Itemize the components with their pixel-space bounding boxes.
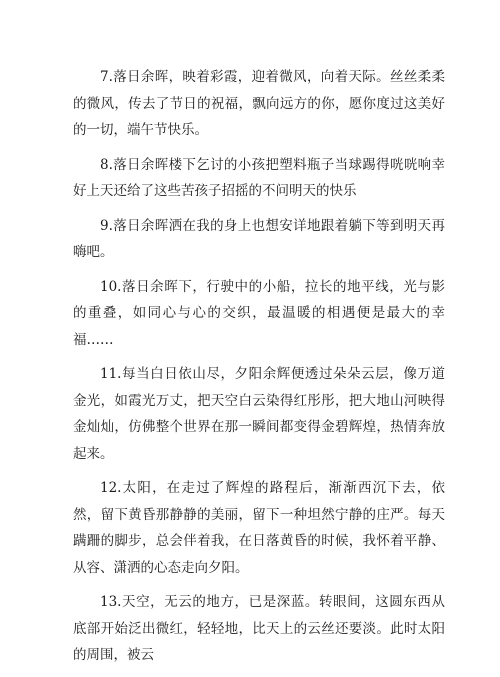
paragraph-13: 13.天空，无云的地方，已是深蓝。转眼间，这圆东西从底部开始泛出微红，轻轻地，比天上的云丝还要淡。此时太阳的周围，被云	[73, 594, 445, 663]
paragraph-11: 11.每当白日依山尽，夕阳余辉便透过朵朵云层，像万道金光，如霞光万丈，把天空白云染得红彤彤，把大地山河映得金灿灿，仿佛整个世界在那一瞬间都变得金碧辉煌，热情奔放起来。	[73, 366, 445, 462]
paragraph-10: 10.落日余晖下，行驶中的小船，拉长的地平线，光与影的重叠，如同心与心的交织，最温暖的相遇便是最大的幸福……	[73, 278, 445, 348]
paragraph-9: 9.落日余晖洒在我的身上也想安详地跟着躺下等到明天再嗨吧。	[73, 217, 445, 260]
paragraph-7: 7.落日余晖，映着彩霞，迎着微风，向着天际。丝丝柔柔的微风，传去了节日的祝福，飘向远方的你，愿你度过这美好的一切，端午节快乐。	[73, 69, 445, 138]
document-body	[73, 64, 445, 677]
paragraph-8: 8.落日余晖楼下乞讨的小孩把塑料瓶子当球踢得咣咣响幸好上天还给了这些苦孩子招摇的不问明天的快乐	[73, 156, 445, 199]
paragraph-12: 12.太阳，在走过了辉煌的路程后，渐渐西沉下去，依然，留下黄昏那静静的美丽，留下一种坦然宁静的庄严。每天蹒跚的脚步，总会伴着我，在日落黄昏的时候，我怀着平静、从容、潇洒的心态走向夕阳。	[73, 480, 445, 576]
